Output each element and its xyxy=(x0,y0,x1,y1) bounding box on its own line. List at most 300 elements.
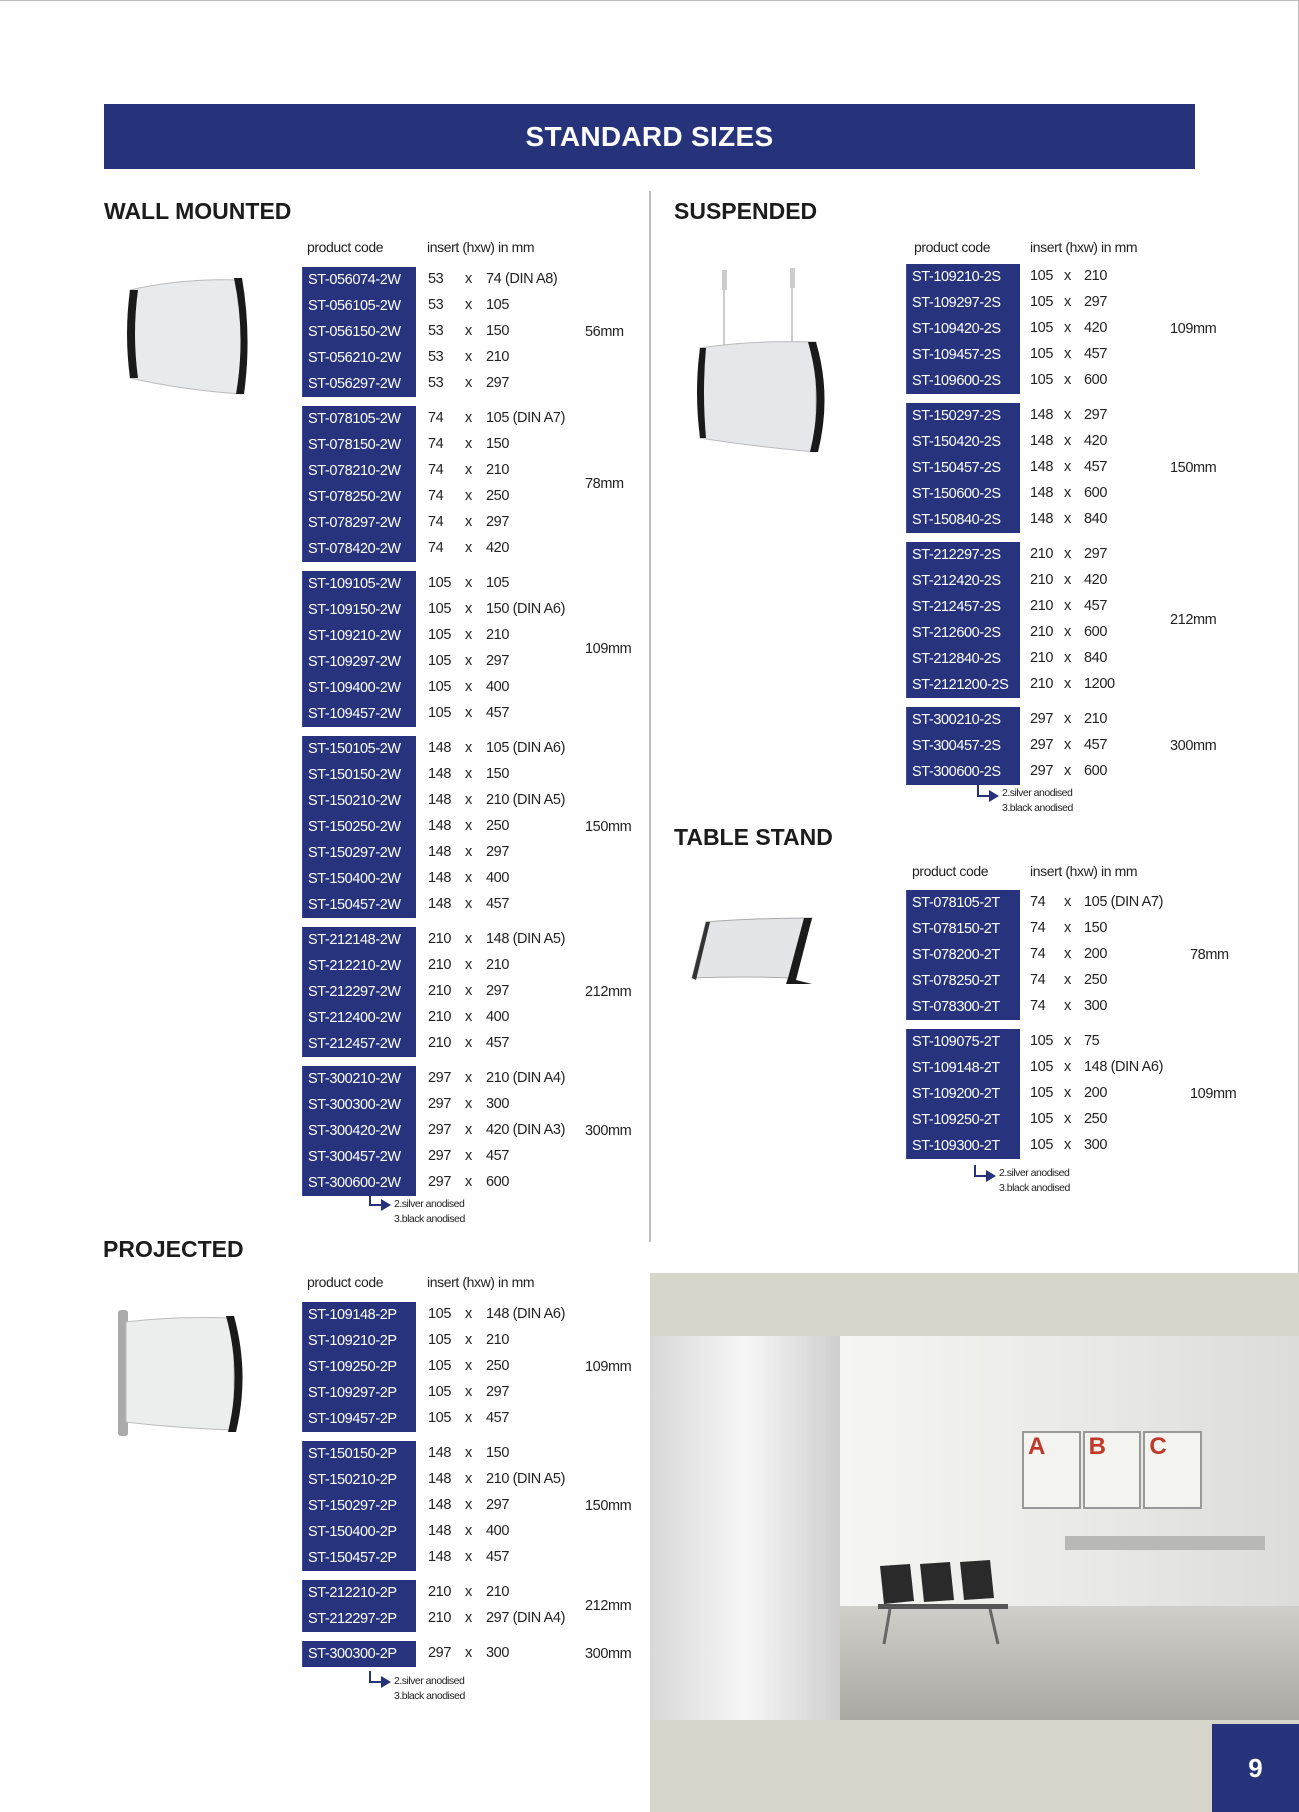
table-row xyxy=(906,1133,1246,1159)
profile-size: 212mm xyxy=(585,984,632,1000)
product-code: ST-212297-2P xyxy=(302,1606,416,1632)
product-code: ST-150297-2W xyxy=(302,840,416,866)
table-row xyxy=(906,429,1246,455)
insert-width: 250 xyxy=(1084,972,1107,988)
table-row xyxy=(906,968,1246,994)
insert-height: 210 xyxy=(1030,546,1053,562)
section-title-wall-mounted: WALL MOUNTED xyxy=(104,198,292,224)
times-sign: x xyxy=(465,983,472,999)
insert-width: 600 xyxy=(1084,763,1107,779)
table-row xyxy=(302,1144,642,1170)
product-code: ST-109600-2S xyxy=(906,368,1020,394)
product-code: ST-109148-2P xyxy=(302,1302,416,1328)
insert-width: 148 (DIN A6) xyxy=(486,1306,566,1322)
product-code: ST-150150-2W xyxy=(302,762,416,788)
insert-width: 297 xyxy=(486,844,509,860)
insert-height: 148 xyxy=(1030,433,1053,449)
insert-width: 400 xyxy=(486,1009,509,1025)
times-sign: x xyxy=(465,323,472,339)
table-row xyxy=(302,1092,642,1118)
product-code: ST-300210-2W xyxy=(302,1066,416,1092)
profile-size: 300mm xyxy=(585,1123,632,1139)
product-code: ST-109297-2S xyxy=(906,290,1020,316)
table-row xyxy=(302,510,642,536)
insert-width: 420 xyxy=(1084,572,1107,588)
times-sign: x xyxy=(1064,1033,1071,1049)
table-row xyxy=(302,1031,642,1057)
table-row xyxy=(302,571,642,597)
times-sign: x xyxy=(1064,372,1071,388)
insert-height: 210 xyxy=(1030,624,1053,640)
times-sign: x xyxy=(465,653,472,669)
product-code: ST-078105-2T xyxy=(906,890,1020,916)
profile-size: 109mm xyxy=(1170,321,1217,337)
profile-size: 109mm xyxy=(585,1359,632,1375)
product-code: ST-150840-2S xyxy=(906,507,1020,533)
product-code: ST-109297-2W xyxy=(302,649,416,675)
product-code: ST-2121200-2S xyxy=(906,672,1020,698)
table-row xyxy=(906,264,1246,290)
insert-height: 297 xyxy=(428,1096,451,1112)
times-sign: x xyxy=(1064,485,1071,501)
insert-width: 600 xyxy=(1084,485,1107,501)
insert-height: 53 xyxy=(428,349,444,365)
times-sign: x xyxy=(465,375,472,391)
product-code: ST-300457-2S xyxy=(906,733,1020,759)
table-row xyxy=(302,736,642,762)
times-sign: x xyxy=(465,1306,472,1322)
note-silver: 2.silver anodised xyxy=(394,1675,465,1687)
suspended-table xyxy=(906,264,1246,794)
product-code: ST-300300-2W xyxy=(302,1092,416,1118)
insert-width: 297 xyxy=(1084,407,1107,423)
insert-height: 210 xyxy=(1030,572,1053,588)
note-black: 3.black anodised xyxy=(999,1182,1070,1194)
product-code: ST-109457-2S xyxy=(906,342,1020,368)
insert-width: 840 xyxy=(1084,511,1107,527)
product-code: ST-109150-2W xyxy=(302,597,416,623)
table-row xyxy=(906,481,1246,507)
insert-width: 457 xyxy=(486,1148,509,1164)
insert-height: 148 xyxy=(428,766,451,782)
insert-height: 105 xyxy=(1030,268,1053,284)
insert-height: 148 xyxy=(428,1523,451,1539)
insert-height: 210 xyxy=(428,1584,451,1600)
insert-width: 150 (DIN A6) xyxy=(486,601,566,617)
product-code: ST-300600-2S xyxy=(906,759,1020,785)
finish-note xyxy=(394,1197,465,1227)
insert-width: 600 xyxy=(486,1174,509,1190)
size-group xyxy=(906,542,1246,698)
product-code: ST-078420-2W xyxy=(302,536,416,562)
insert-height: 210 xyxy=(428,957,451,973)
product-code: ST-150297-2P xyxy=(302,1493,416,1519)
product-code: ST-150105-2W xyxy=(302,736,416,762)
profile-size: 212mm xyxy=(585,1598,632,1614)
insert-height: 105 xyxy=(1030,1033,1053,1049)
product-code: ST-300420-2W xyxy=(302,1118,416,1144)
times-sign: x xyxy=(465,818,472,834)
profile-size: 300mm xyxy=(585,1646,632,1662)
insert-height: 74 xyxy=(428,488,444,504)
insert-height: 148 xyxy=(1030,459,1053,475)
size-group xyxy=(302,927,642,1057)
insert-width: 105 (DIN A7) xyxy=(486,410,566,426)
table-row xyxy=(906,368,1246,394)
table-row xyxy=(906,890,1246,916)
times-sign: x xyxy=(1064,972,1071,988)
product-code: ST-109075-2T xyxy=(906,1029,1020,1055)
table-row xyxy=(906,759,1246,785)
table-row xyxy=(302,1005,642,1031)
insert-height: 148 xyxy=(428,792,451,808)
times-sign: x xyxy=(465,349,472,365)
insert-width: 457 xyxy=(1084,598,1107,614)
product-code: ST-109250-2P xyxy=(302,1354,416,1380)
insert-height: 148 xyxy=(428,818,451,834)
insert-width: 210 xyxy=(486,349,509,365)
insert-height: 105 xyxy=(1030,1085,1053,1101)
header-product-code: product code xyxy=(914,239,991,255)
times-sign: x xyxy=(1064,346,1071,362)
insert-width: 600 xyxy=(1084,624,1107,640)
arrow-icon xyxy=(974,1165,998,1179)
product-code: ST-212297-2S xyxy=(906,542,1020,568)
size-group xyxy=(302,1066,642,1196)
times-sign: x xyxy=(465,1070,472,1086)
size-group xyxy=(906,264,1246,394)
times-sign: x xyxy=(1064,546,1071,562)
table-row xyxy=(906,672,1246,698)
insert-width: 210 xyxy=(486,627,509,643)
times-sign: x xyxy=(465,896,472,912)
product-code: ST-300457-2W xyxy=(302,1144,416,1170)
product-code: ST-078210-2W xyxy=(302,458,416,484)
wall-mounted-table xyxy=(302,267,642,1205)
insert-width: 400 xyxy=(486,870,509,886)
insert-height: 297 xyxy=(428,1070,451,1086)
insert-height: 74 xyxy=(428,436,444,452)
projected-table xyxy=(302,1302,642,1676)
product-code: ST-109148-2T xyxy=(906,1055,1020,1081)
profile-size: 212mm xyxy=(1170,612,1217,628)
size-group xyxy=(906,403,1246,533)
insert-width: 210 xyxy=(1084,711,1107,727)
insert-height: 210 xyxy=(1030,676,1053,692)
insert-height: 74 xyxy=(1030,972,1046,988)
insert-width: 105 xyxy=(486,575,509,591)
times-sign: x xyxy=(465,514,472,530)
product-code: ST-109210-2P xyxy=(302,1328,416,1354)
times-sign: x xyxy=(1064,737,1071,753)
insert-height: 105 xyxy=(1030,346,1053,362)
insert-width: 400 xyxy=(486,679,509,695)
insert-width: 150 xyxy=(486,1445,509,1461)
times-sign: x xyxy=(1064,711,1071,727)
insert-height: 297 xyxy=(428,1122,451,1138)
finish-note xyxy=(1002,786,1073,816)
insert-height: 148 xyxy=(428,1445,451,1461)
page-title-banner: STANDARD SIZES xyxy=(104,104,1195,169)
size-group xyxy=(302,1441,642,1571)
times-sign: x xyxy=(465,1584,472,1600)
table-row xyxy=(906,403,1246,429)
insert-height: 74 xyxy=(428,514,444,530)
insert-height: 148 xyxy=(1030,511,1053,527)
table-row xyxy=(302,371,642,397)
times-sign: x xyxy=(465,792,472,808)
header-product-code: product code xyxy=(307,1274,384,1290)
insert-width: 300 xyxy=(486,1096,509,1112)
product-code: ST-212400-2W xyxy=(302,1005,416,1031)
table-row xyxy=(302,1441,642,1467)
product-code: ST-150600-2S xyxy=(906,481,1020,507)
insert-height: 105 xyxy=(1030,1137,1053,1153)
photo-directory-sign xyxy=(1022,1431,1202,1509)
table-row xyxy=(302,762,642,788)
product-code: ST-212210-2P xyxy=(302,1580,416,1606)
insert-width: 150 xyxy=(486,323,509,339)
insert-width: 297 xyxy=(486,983,509,999)
times-sign: x xyxy=(1064,572,1071,588)
projected-sign-image xyxy=(114,1308,248,1438)
times-sign: x xyxy=(465,575,472,591)
arrow-icon xyxy=(369,1194,393,1208)
times-sign: x xyxy=(465,297,472,313)
section-title-suspended: SUSPENDED xyxy=(674,198,818,224)
insert-width: 420 xyxy=(486,540,509,556)
times-sign: x xyxy=(1064,1137,1071,1153)
insert-height: 105 xyxy=(1030,320,1053,336)
insert-height: 105 xyxy=(428,1384,451,1400)
insert-width: 250 xyxy=(486,1358,509,1374)
times-sign: x xyxy=(465,1497,472,1513)
product-code: ST-150457-2P xyxy=(302,1545,416,1571)
product-code: ST-212840-2S xyxy=(906,646,1020,672)
times-sign: x xyxy=(1064,920,1071,936)
product-code: ST-212457-2W xyxy=(302,1031,416,1057)
times-sign: x xyxy=(465,740,472,756)
times-sign: x xyxy=(1064,624,1071,640)
note-silver: 2.silver anodised xyxy=(394,1198,465,1210)
product-code: ST-109300-2T xyxy=(906,1133,1020,1159)
product-code: ST-150210-2W xyxy=(302,788,416,814)
profile-size: 150mm xyxy=(585,819,632,835)
wall-mounted-sign-image xyxy=(122,272,252,397)
insert-width: 210 (DIN A5) xyxy=(486,1471,566,1487)
insert-width: 210 (DIN A5) xyxy=(486,792,566,808)
product-code: ST-078105-2W xyxy=(302,406,416,432)
insert-height: 297 xyxy=(428,1645,451,1661)
column-divider xyxy=(649,191,651,1242)
insert-width: 400 xyxy=(486,1523,509,1539)
insert-height: 148 xyxy=(428,870,451,886)
sign-panel-b: B xyxy=(1083,1431,1142,1509)
insert-width: 840 xyxy=(1084,650,1107,666)
insert-height: 297 xyxy=(1030,737,1053,753)
table-row xyxy=(302,1170,642,1196)
profile-size: 78mm xyxy=(1190,947,1229,963)
insert-width: 297 xyxy=(1084,294,1107,310)
interior-photo xyxy=(650,1273,1299,1812)
table-row xyxy=(906,916,1246,942)
times-sign: x xyxy=(465,1471,472,1487)
table-row xyxy=(906,1107,1246,1133)
times-sign: x xyxy=(1064,894,1071,910)
insert-height: 105 xyxy=(428,705,451,721)
product-code: ST-150210-2P xyxy=(302,1467,416,1493)
insert-width: 457 xyxy=(486,1410,509,1426)
times-sign: x xyxy=(465,1549,472,1565)
times-sign: x xyxy=(1064,433,1071,449)
times-sign: x xyxy=(465,1035,472,1051)
insert-height: 148 xyxy=(428,740,451,756)
product-code: ST-212297-2W xyxy=(302,979,416,1005)
times-sign: x xyxy=(465,488,472,504)
insert-width: 457 xyxy=(1084,459,1107,475)
times-sign: x xyxy=(465,705,472,721)
times-sign: x xyxy=(1064,598,1071,614)
table-row xyxy=(906,1029,1246,1055)
product-code: ST-109457-2P xyxy=(302,1406,416,1432)
section-title-projected: PROJECTED xyxy=(103,1236,244,1262)
size-group xyxy=(302,406,642,562)
insert-width: 457 xyxy=(1084,737,1107,753)
insert-height: 105 xyxy=(1030,1111,1053,1127)
times-sign: x xyxy=(1064,1085,1071,1101)
insert-width: 210 xyxy=(486,1584,509,1600)
insert-height: 148 xyxy=(428,1549,451,1565)
header-insert: insert (hxw) in mm xyxy=(1030,863,1138,879)
product-code: ST-212210-2W xyxy=(302,953,416,979)
insert-height: 210 xyxy=(428,1009,451,1025)
header-insert: insert (hxw) in mm xyxy=(427,1274,535,1290)
table-row xyxy=(302,840,642,866)
insert-width: 300 xyxy=(1084,998,1107,1014)
product-code: ST-078150-2W xyxy=(302,432,416,458)
table-row xyxy=(302,1328,642,1354)
product-code: ST-150420-2S xyxy=(906,429,1020,455)
insert-width: 210 xyxy=(1084,268,1107,284)
header-insert: insert (hxw) in mm xyxy=(1030,239,1138,255)
times-sign: x xyxy=(1064,946,1071,962)
insert-width: 150 xyxy=(486,436,509,452)
table-row xyxy=(302,788,642,814)
product-code: ST-150457-2S xyxy=(906,455,1020,481)
suspended-sign-image xyxy=(690,266,830,458)
times-sign: x xyxy=(465,1523,472,1539)
times-sign: x xyxy=(1064,763,1071,779)
times-sign: x xyxy=(1064,676,1071,692)
table-row xyxy=(906,646,1246,672)
insert-height: 210 xyxy=(428,931,451,947)
insert-height: 210 xyxy=(1030,650,1053,666)
header-product-code: product code xyxy=(307,239,384,255)
table-row xyxy=(302,1545,642,1571)
product-code: ST-109400-2W xyxy=(302,675,416,701)
product-code: ST-078200-2T xyxy=(906,942,1020,968)
times-sign: x xyxy=(465,462,472,478)
insert-height: 148 xyxy=(428,1471,451,1487)
sign-panel-a: A xyxy=(1022,1431,1081,1509)
insert-width: 200 xyxy=(1084,946,1107,962)
insert-width: 105 (DIN A7) xyxy=(1084,894,1164,910)
insert-height: 105 xyxy=(1030,1059,1053,1075)
product-code: ST-300300-2P xyxy=(302,1641,416,1667)
header-product-code: product code xyxy=(912,863,989,879)
product-code: ST-212420-2S xyxy=(906,568,1020,594)
insert-height: 210 xyxy=(428,1035,451,1051)
profile-size: 300mm xyxy=(1170,738,1217,754)
insert-width: 297 xyxy=(486,375,509,391)
product-code: ST-109105-2W xyxy=(302,571,416,597)
table-row xyxy=(302,345,642,371)
product-code: ST-150400-2W xyxy=(302,866,416,892)
insert-width: 148 (DIN A5) xyxy=(486,931,566,947)
product-code: ST-150400-2P xyxy=(302,1519,416,1545)
table-row xyxy=(302,701,642,727)
insert-width: 297 (DIN A4) xyxy=(486,1610,566,1626)
insert-width: 250 xyxy=(486,818,509,834)
product-code: ST-109200-2T xyxy=(906,1081,1020,1107)
table-row xyxy=(906,507,1246,533)
product-code: ST-109297-2P xyxy=(302,1380,416,1406)
insert-width: 297 xyxy=(486,653,509,669)
table-stand-sign-image xyxy=(686,912,818,987)
insert-width: 600 xyxy=(1084,372,1107,388)
table-row xyxy=(302,597,642,623)
insert-height: 105 xyxy=(1030,294,1053,310)
table-row xyxy=(302,892,642,918)
product-code: ST-109210-2S xyxy=(906,264,1020,290)
insert-height: 105 xyxy=(428,601,451,617)
times-sign: x xyxy=(1064,459,1071,475)
insert-width: 148 (DIN A6) xyxy=(1084,1059,1164,1075)
product-code: ST-212148-2W xyxy=(302,927,416,953)
table-row xyxy=(302,866,642,892)
times-sign: x xyxy=(465,1332,472,1348)
times-sign: x xyxy=(465,931,472,947)
table-row xyxy=(302,267,642,293)
times-sign: x xyxy=(1064,650,1071,666)
times-sign: x xyxy=(465,1384,472,1400)
insert-height: 297 xyxy=(1030,711,1053,727)
finish-note xyxy=(394,1674,465,1704)
insert-width: 457 xyxy=(486,1035,509,1051)
times-sign: x xyxy=(1064,998,1071,1014)
times-sign: x xyxy=(465,410,472,426)
insert-width: 297 xyxy=(486,1384,509,1400)
insert-height: 53 xyxy=(428,323,444,339)
product-code: ST-078300-2T xyxy=(906,994,1020,1020)
product-code: ST-078297-2W xyxy=(302,510,416,536)
table-row xyxy=(906,707,1246,733)
table-row xyxy=(302,293,642,319)
times-sign: x xyxy=(465,1009,472,1025)
insert-width: 105 (DIN A6) xyxy=(486,740,566,756)
times-sign: x xyxy=(465,1096,472,1112)
insert-height: 148 xyxy=(428,1497,451,1513)
insert-height: 53 xyxy=(428,297,444,313)
insert-height: 74 xyxy=(428,462,444,478)
profile-size: 150mm xyxy=(1170,460,1217,476)
times-sign: x xyxy=(465,844,472,860)
insert-height: 74 xyxy=(428,410,444,426)
times-sign: x xyxy=(465,1410,472,1426)
times-sign: x xyxy=(1064,320,1071,336)
table-row xyxy=(302,1519,642,1545)
insert-width: 300 xyxy=(1084,1137,1107,1153)
